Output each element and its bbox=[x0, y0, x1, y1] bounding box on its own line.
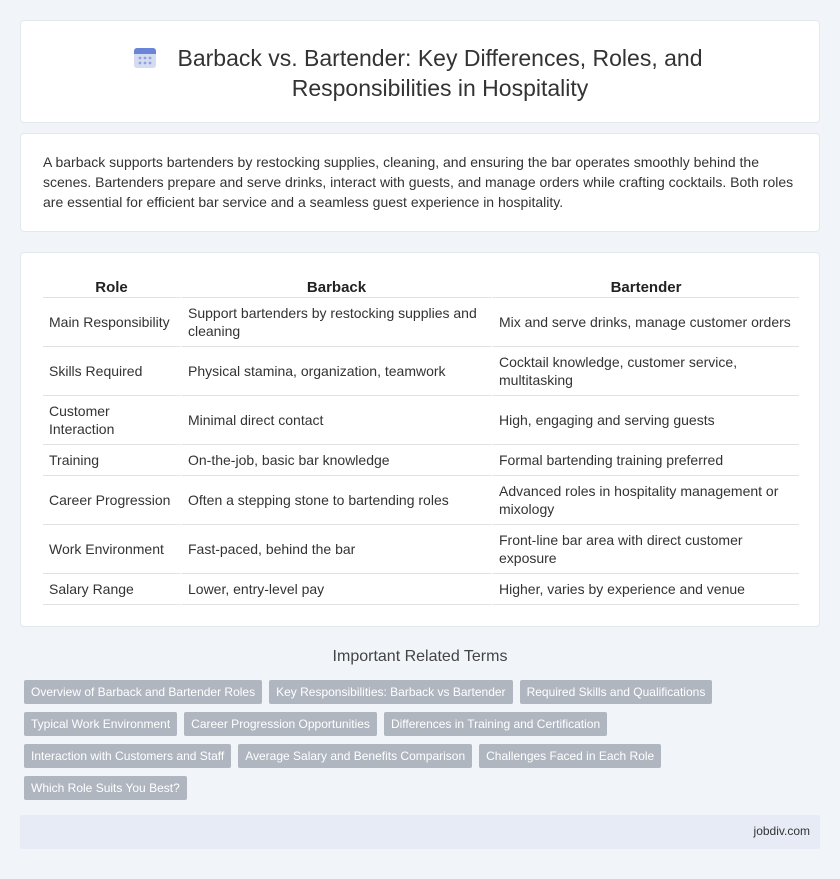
related-term-tag[interactable]: Differences in Training and Certification bbox=[384, 712, 607, 736]
table-row bbox=[43, 574, 799, 605]
related-term-tag[interactable]: Challenges Faced in Each Role bbox=[479, 744, 661, 768]
table-cell: Training bbox=[43, 445, 180, 476]
table-row bbox=[43, 396, 799, 445]
comparison-card bbox=[20, 252, 820, 627]
table-cell: High, engaging and serving guests bbox=[491, 396, 799, 445]
table-row bbox=[43, 445, 799, 476]
table-cell: Career Progression bbox=[43, 476, 180, 525]
table-row bbox=[43, 298, 799, 347]
table-cell: Lower, entry-level pay bbox=[180, 574, 491, 605]
table-cell: Formal bartending training preferred bbox=[491, 445, 799, 476]
related-term-tag[interactable]: Interaction with Customers and Staff bbox=[24, 744, 231, 768]
title-card bbox=[20, 20, 820, 123]
table-cell: Salary Range bbox=[43, 574, 180, 605]
intro-paragraph: A barback supports bartenders by restocking supplies, cleaning, and ensuring the bar operates smoothly behind the scenes. Bartenders prepare and serve drinks, interact with guests, and manage orders while crafting cocktails. Both roles are essential for efficient bar service and a seamless guest experience in hospitality. bbox=[43, 154, 794, 210]
related-term-tag[interactable]: Typical Work Environment bbox=[24, 712, 177, 736]
column-header-bartender: Bartender bbox=[491, 275, 799, 298]
table-cell: Support bartenders by restocking supplies and cleaning bbox=[180, 298, 491, 347]
table-row bbox=[43, 347, 799, 396]
table-cell: Minimal direct contact bbox=[180, 396, 491, 445]
related-term-tag[interactable]: Overview of Barback and Bartender Roles bbox=[24, 680, 262, 704]
comparison-table bbox=[43, 275, 799, 605]
table-cell: Often a stepping stone to bartending roles bbox=[180, 476, 491, 525]
table-cell: Front-line bar area with direct customer exposure bbox=[491, 525, 799, 574]
table-row bbox=[43, 525, 799, 574]
related-term-tag[interactable]: Average Salary and Benefits Comparison bbox=[238, 744, 472, 768]
table-cell: Fast-paced, behind the bar bbox=[180, 525, 491, 574]
related-terms-list bbox=[24, 680, 820, 800]
footer-site-link[interactable]: jobdiv.com bbox=[753, 824, 810, 838]
table-cell: Customer Interaction bbox=[43, 396, 180, 445]
related-term-tag[interactable]: Career Progression Opportunities bbox=[184, 712, 377, 736]
table-cell: Physical stamina, organization, teamwork bbox=[180, 347, 491, 396]
related-term-tag[interactable]: Key Responsibilities: Barback vs Bartender bbox=[269, 680, 512, 704]
table-cell: Mix and serve drinks, manage customer orders bbox=[491, 298, 799, 347]
table-cell: Cocktail knowledge, customer service, multitasking bbox=[491, 347, 799, 396]
related-term-tag[interactable]: Required Skills and Qualifications bbox=[520, 680, 713, 704]
page-title: Barback vs. Bartender: Key Differences, Roles, and Responsibilities in Hospitality bbox=[177, 45, 703, 101]
table-cell: On-the-job, basic bar knowledge bbox=[180, 445, 491, 476]
intro-card bbox=[20, 133, 820, 232]
table-cell: Advanced roles in hospitality management or mixology bbox=[491, 476, 799, 525]
table-cell: Work Environment bbox=[43, 525, 180, 574]
column-header-barback: Barback bbox=[180, 275, 491, 298]
table-cell: Main Responsibility bbox=[43, 298, 180, 347]
table-header-row bbox=[43, 275, 799, 298]
table-cell: Skills Required bbox=[43, 347, 180, 396]
related-terms-heading: Important Related Terms bbox=[332, 648, 508, 665]
footer bbox=[20, 815, 820, 849]
column-header-role: Role bbox=[43, 275, 180, 298]
related-term-tag[interactable]: Which Role Suits You Best? bbox=[24, 776, 187, 800]
table-cell: Higher, varies by experience and venue bbox=[491, 574, 799, 605]
table-row bbox=[43, 476, 799, 525]
